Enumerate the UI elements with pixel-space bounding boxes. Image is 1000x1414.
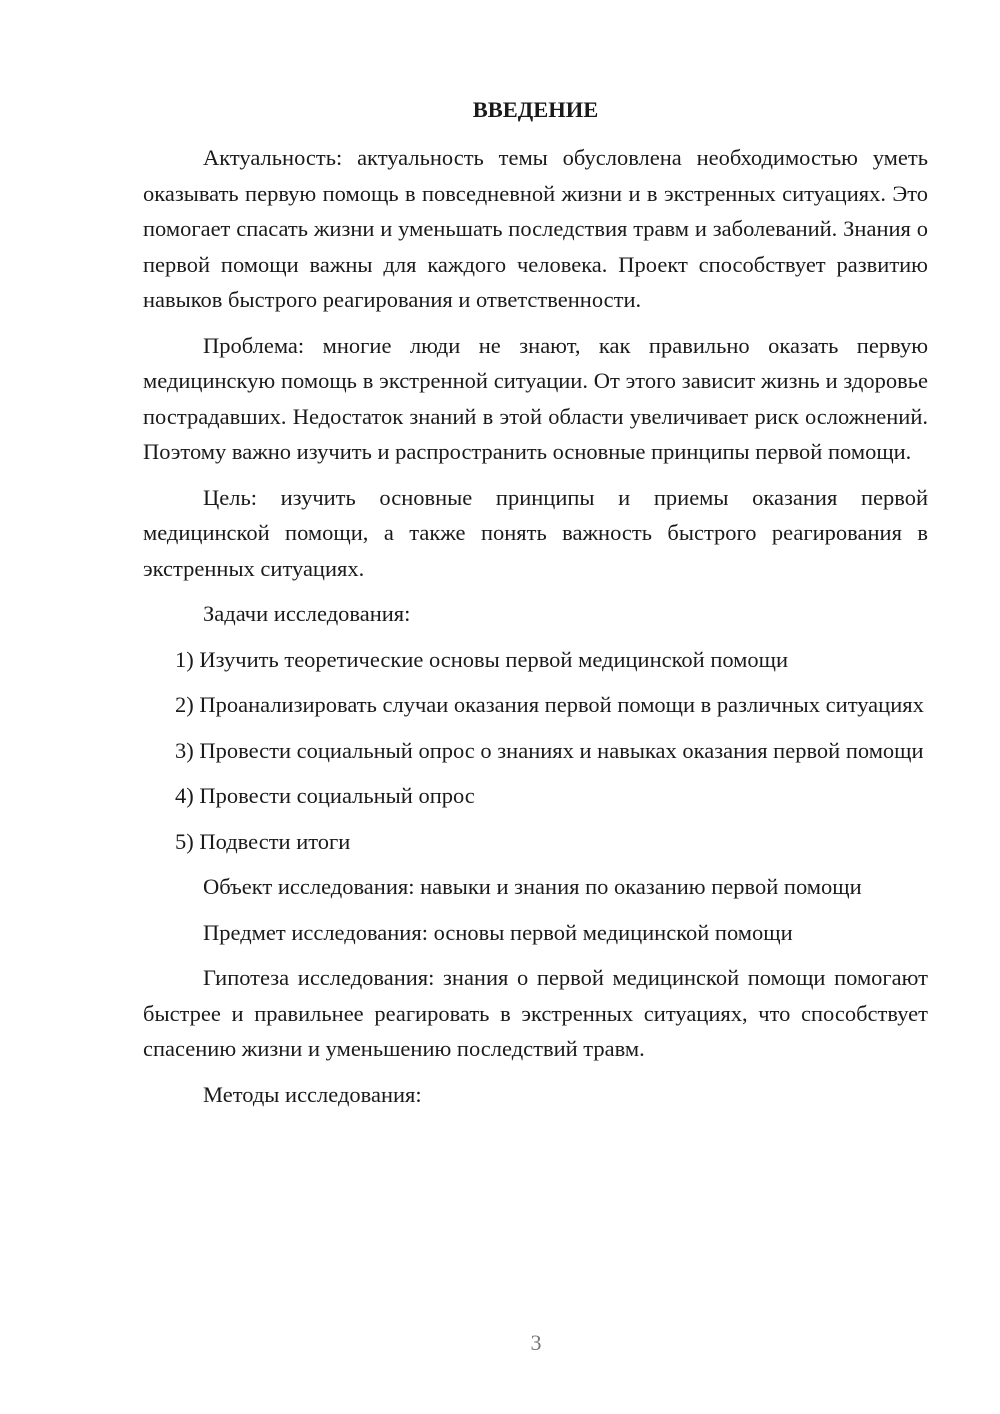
paragraph-subject: Предмет исследования: основы первой медицинской помощи [203,919,793,945]
task-item-5: 5) Подвести итоги [175,828,351,854]
page-content [143,92,928,1122]
tasks-heading: Задачи исследования: [203,601,411,626]
paragraph-relevance: Актуальность: актуальность темы обусловлена необходимостью уметь оказывать первую помощь в повседневной жизни и в экстренных ситуациях. Это помогает спасать жизни и уменьшать последствия травм и заболеваний. Знания о первой помощи важны для каждого человека. Проект способствует развитию навыков быстрого реагирования и ответственности. [143,145,928,312]
task-item-2: 2) Проанализировать случаи оказания первой помощи в различных ситуациях [175,692,924,717]
section-heading: ВВЕДЕНИЕ [472,97,599,122]
paragraph-goal: Цель: изучить основные принципы и приемы оказания первой медицинской помощи, а также понять важность быстрого реагирования в экстренных ситуациях. [143,484,928,581]
paragraph-hypothesis: Гипотеза исследования: знания о первой медицинской помощи помогают быстрее и правильнее реагировать в экстренных ситуациях, что способствует спасению жизни и уменьшению последствий травм. [143,965,928,1061]
page-number: 3 [530,1330,542,1355]
paragraph-object: Объект исследования: навыки и знания по оказанию первой помощи [203,874,862,899]
paragraph-problem: Проблема: многие люди не знают, как правильно оказать первую медицинскую помощь в экстренной ситуации. От этого зависит жизнь и здоровье пострадавших. Недостаток знаний в этой области увеличивает риск осложнений. Поэтому важно изучить и распространить основные принципы первой помощи. [143,332,928,464]
methods-heading: Методы исследования: [203,1081,422,1107]
task-item-4: 4) Провести социальный опрос [175,783,475,808]
task-item-1: 1) Изучить теоретические основы первой медицинской помощи [175,646,789,672]
task-item-3: 3) Провести социальный опрос о знаниях и навыках оказания первой помощи [175,737,924,763]
